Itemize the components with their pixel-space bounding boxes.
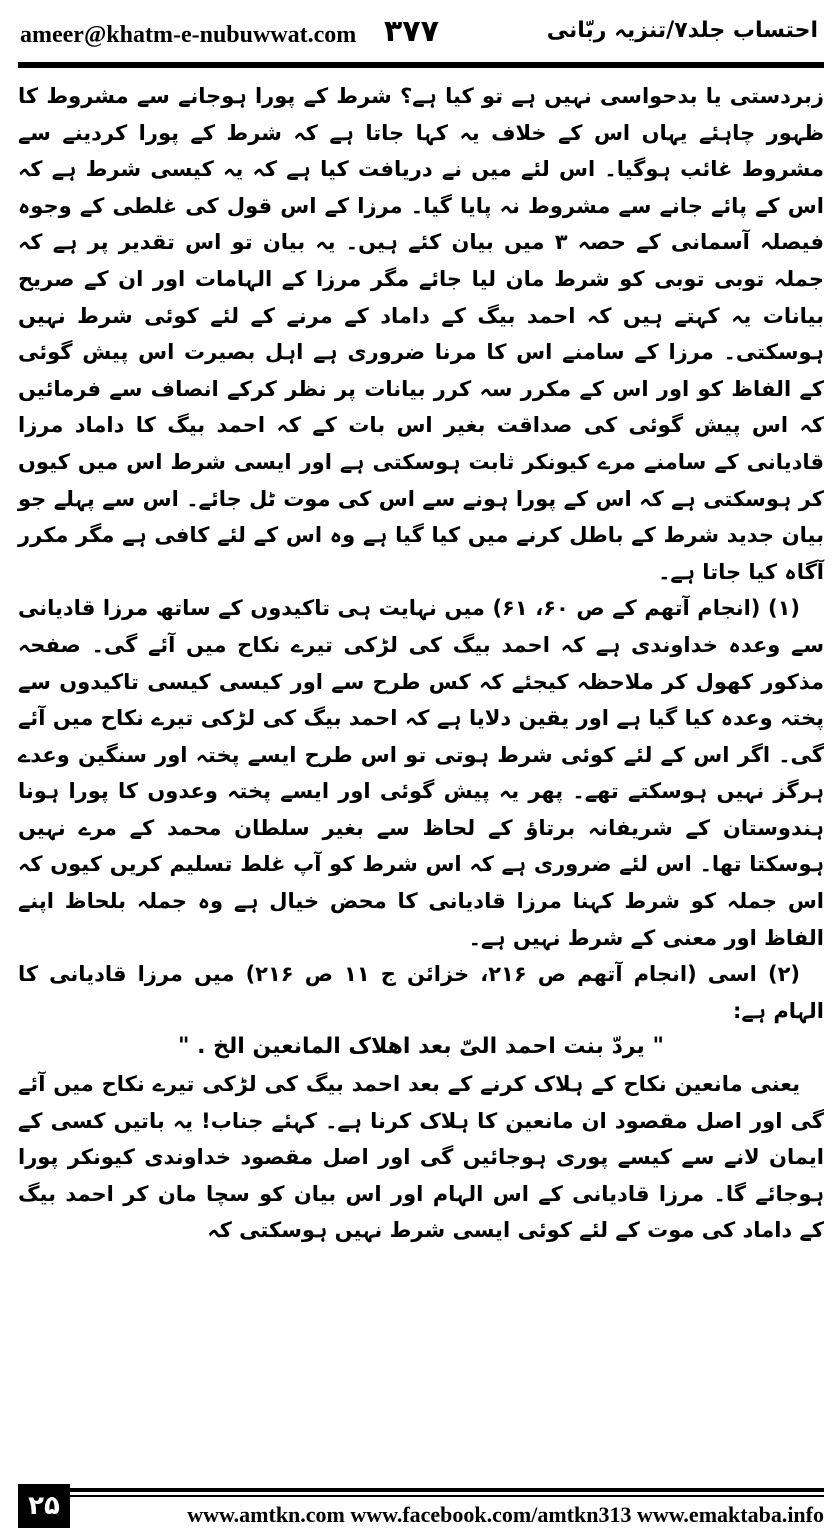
arabic-quote: " یردّ بنت احمد الیّ بعد اھلاک المانعین الخ . " (178, 1034, 664, 1060)
footer-rule (70, 1488, 824, 1492)
header-rule (18, 62, 824, 68)
paragraph-1: زبردستی یا بدحواسی نہیں ہے تو کیا ہے؟ شرط کے پورا ہوجانے سے مشروط کا ظہور چاہئے یہاں اس کے خلاف یہ کہا جاتا ہے کہ شرط کے پورا کردینے سے مشروط غائب ہوگیا۔ اس لئے میں نے دریافت کیا ہے کہ یہ کیسی شرط ہے کہ اس کے پائے جانے سے مشروط نہ پایا گیا۔ مرزا کے اس قول کی غلطی کے وجوہ فیصلہ آسمانی کے حصہ ۳ میں بیان کئے ہیں۔ یہ بیان تو اس تقدیر پر ہے کہ جملہ توبی توبی کو شرط مان لیا جائے مگر مرزا کے الہامات اور ان کے صریح بیانات یہ کہتے ہیں کہ احمد بیگ کے داماد کے مرنے کے لئے کوئی شرط نہیں ہوسکتی۔ مرزا کے سامنے اس کا مرنا ضروری ہے اہل بصیرت اس پیش گوئی کے الفاظ کو اور اس کے مکرر سہ کرر بیانات پر نظر کرکے انصاف سے فرمائیں کہ اس پیش گوئی کی صداقت بغیر اس بات کے کہ احمد بیگ کا داماد مرزا قادیانی کے سامنے مرے کیونکر ثابت ہوسکتی ہے اور ایسی شرط اس میں کیوں کر ہوسکتی ہے کہ اس کے پورا ہونے سے اس کی موت ٹل جائے۔ اس سے پہلے جو بیان جدید شرط کے باطل کرنے میں کیا گیا ہے وہ اس کے لئے کافی ہے مگر مکرر آگاہ کیا جاتا ہے۔ (18, 84, 824, 584)
footer-urls[interactable]: www.amtkn.com www.facebook.com/amtkn313 www.emaktaba.info (187, 1502, 824, 1527)
paragraph-4: یعنی مانعین نکاح کے ہلاک کرنے کے بعد احمد بیگ کی لڑکی تیرے نکاح میں آئے گی اور اصل مقصود ان مانعین کا ہلاک کرنا ہے۔ کہئے جناب! یہ باتیں کسی کے ایمان لانے سے کیسے پوری ہوجائیں گی اور اصل مقصود خداوندی کیونکر پورا ہوجائے گا۔ مرزا قادیانی کے اس الہام اور اس بیان کو سچا مان کر احمد بیگ کے داماد کی موت کے لئے کوئی ایسی شرط نہیں ہوسکتی کہ (18, 1072, 824, 1243)
header-book-title: احتساب جلد۷/تنزیہ ربّانی (546, 18, 818, 43)
footer-rule-thin (70, 1495, 824, 1497)
paragraph-2: (۱) (انجام آتھم کے ص ۶۰، ۶۱) میں نہایت ہی تاکیدوں کے ساتھ مرزا قادیانی سے وعدہ خداوندی ہے کہ احمد بیگ کی لڑکی تیرے نکاح میں آئے گی۔ صفحہ مذکور کھول کر ملاحظہ کیجئے کہ کس طرح سے اور کیسی کیسی تاکیدوں سے پختہ وعدہ کیا گیا ہے اور یقین دلایا ہے کہ احمد بیگ کی لڑکی تیرے نکاح میں آئے گی۔ اگر اس کے لئے کوئی شرط ہوتی تو اس طرح ایسے پختہ اور سنگین وعدے ہرگز نہیں ہوسکتے تھے۔ پھر یہ پیش گوئی اور ایسے پختہ وعدوں کا پورا ہونا ہندوستان کے شریفانہ برتاؤ کے لحاظ سے بغیر سلطان محمد کے مرے نہیں ہوسکتا تھا۔ اس لئے ضروری ہے کہ اس شرط کو آپ غلط تسلیم کریں کیوں کہ اس جملہ کو شرط کہنا مرزا قادیانی کا محض خیال ہے وہ جملہ بلحاظ اپنے الفاظ اور معنی کے شرط نہیں ہے۔ (18, 596, 824, 950)
page-header (0, 0, 840, 64)
page-body (18, 78, 824, 1470)
paragraph-3: (۲) اسی (انجام آتھم ص ۲۱۶، خزائن ج ۱۱ ص ۲۱۶) میں مرزا قادیانی کا الہام ہے: (18, 962, 824, 1023)
header-page-number: ۳۷۷ (384, 14, 439, 49)
header-email[interactable]: ameer@khatm-e-nubuwwat.com (20, 22, 357, 48)
footer-page-number: ۲۵ (18, 1484, 70, 1528)
